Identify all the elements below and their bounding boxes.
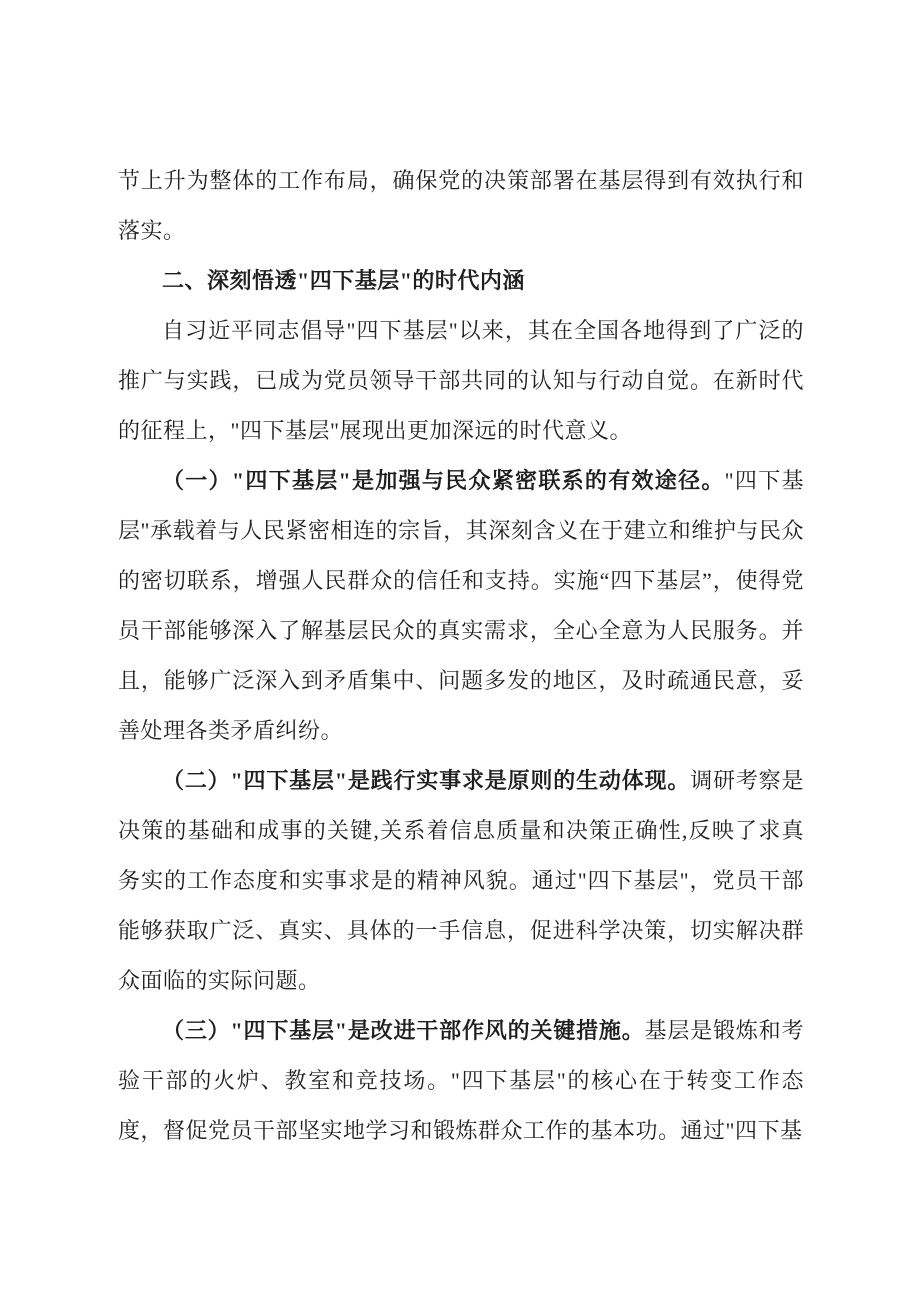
bold-text-run: （一）"四下基层"是加强与民众紧密联系的有效途径。 <box>162 468 725 493</box>
text-run: 自习近平同志倡导"四下基层"以来，其在全国各地得到了广泛的推广与实践，已成为党员领导干部共同的认知与行动自觉。在新时代的征程上，"四下基层"展现出更加深远的时代意义。 <box>118 318 804 443</box>
bold-text-run: （二）"四下基层"是践行实事求是原则的生动体现。 <box>162 768 691 793</box>
paragraph <box>118 756 804 1006</box>
text-run: 基层是锻炼和考验干部的火炉、教室和竞技场。"四下基层"的核心在于转变工作态度，督促党员干部坚实地学习和锻炼群众工作的基本功。通过"四下基 <box>118 1018 804 1143</box>
paragraph <box>118 1006 804 1156</box>
bold-text-run: 二、深刻悟透"四下基层"的时代内涵 <box>162 268 525 293</box>
text-run: "四下基层"承载着与人民紧密相连的宗旨，其深刻含义在于建立和维护与民众的密切联系，增强人民群众的信任和支持。实施“四下基层”，使得党员干部能够深入了解基层民众的真实需求，全心全意为人民服务。并且，能够广泛深入到矛盾集中、问题多发的地区，及时疏通民意，妥善处理各类矛盾纠纷。 <box>118 468 805 743</box>
paragraph <box>118 306 804 456</box>
paragraph <box>118 456 804 756</box>
document-body <box>118 156 804 1156</box>
text-run: 调研考察是决策的基础和成事的关键,关系着信息质量和决策正确性,反映了求真务实的工作态度和实事求是的精神风貌。通过"四下基层"，党员干部能够获取广泛、真实、具体的一手信息，促进科学决策，切实解决群众面临的实际问题。 <box>118 768 804 993</box>
section-heading <box>118 256 804 306</box>
text-run: 节上升为整体的工作布局，确保党的决策部署在基层得到有效执行和落实。 <box>118 168 804 243</box>
bold-text-run: （三）"四下基层"是改进干部作风的关键措施。 <box>162 1018 645 1043</box>
paragraph <box>118 156 804 256</box>
